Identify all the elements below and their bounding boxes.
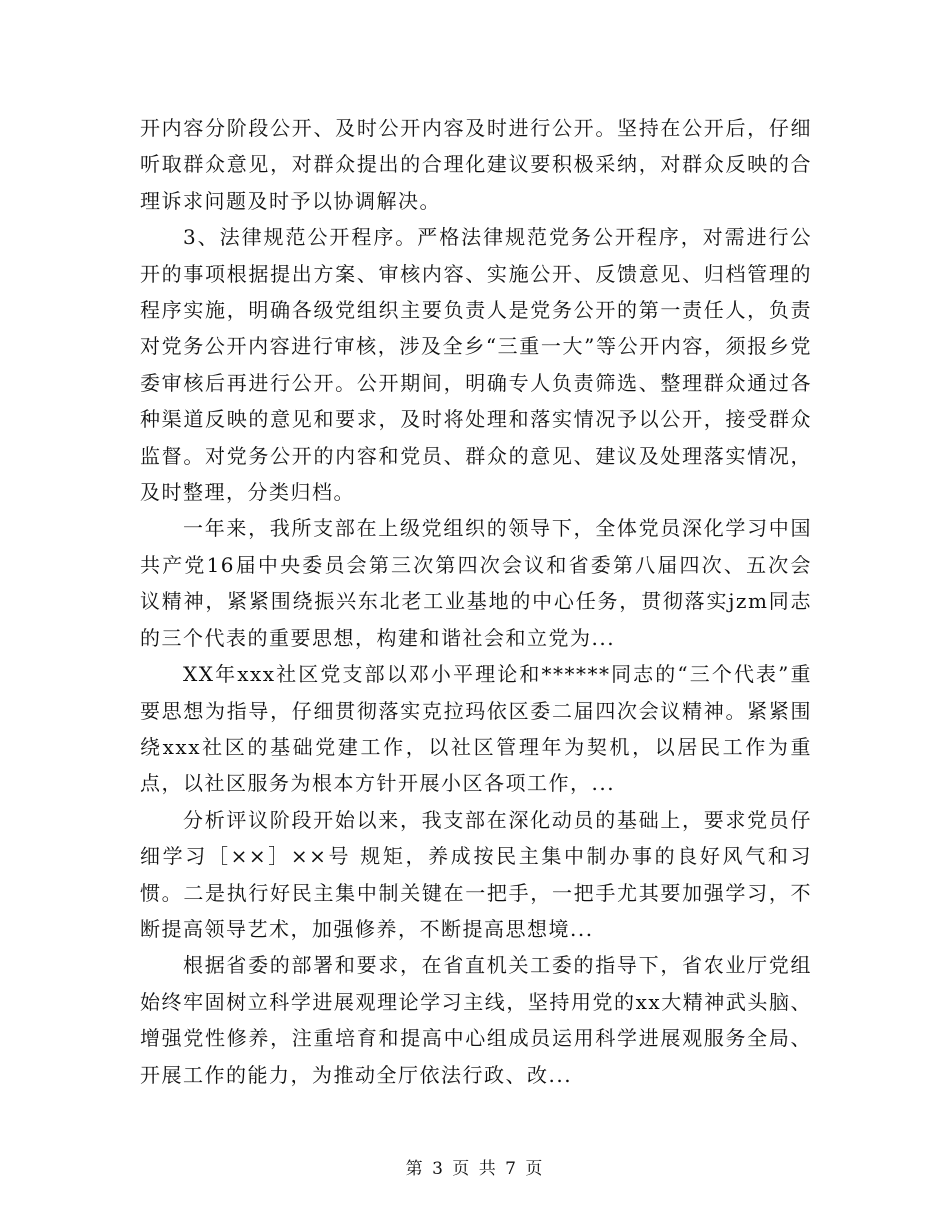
paragraph-5: 分析评议阶段开始以来，我支部在深化动员的基础上，要求党员仔细学习［××］××号 规矩，养成按民主集中制办事的良好风气和习惯。二是执行好民主集中制关键在一把手，一把手尤其要加强学习，不断提高领导艺术，加强修养，不断提高思想境... (140, 807, 812, 941)
paragraph-1: 开内容分阶段公开、及时公开内容及时进行公开。坚持在公开后，仔细听取群众意见，对群众提出的合理化建议要积极采纳，对群众反映的合理诉求问题及时予以协调解决。 (140, 116, 812, 213)
page-footer: 第 3 页 共 7 页 (405, 1159, 545, 1179)
document-body (140, 110, 812, 1093)
paragraph-2: 3、法律规范公开程序。严格法律规范党务公开程序，对需进行公开的事项根据提出方案、审核内容、实施公开、反馈意见、归档管理的程序实施，明确各级党组织主要负责人是党务公开的第一责任人，负责对党务公开内容进行审核，涉及全乡“三重一大”等公开内容，须报乡党委审核后再进行公开。公开期间，明确专人负责筛选、整理群众通过各种渠道反映的意见和要求，及时将处理和落实情况予以公开，接受群众监督。对党务公开的内容和党员、群众的意见、建议及处理落实情况，及时整理，分类归档。 (140, 225, 812, 505)
paragraph-6: 根据省委的部署和要求，在省直机关工委的指导下，省农业厅党组始终牢固树立科学进展观理论学习主线，坚持用党的xx大精神武头脑、增强党性修养，注重培育和提高中心组成员运用科学进展观服务全局、开展工作的能力，为推动全厅依法行政、改... (140, 953, 812, 1087)
paragraph-3: 一年来，我所支部在上级党组织的领导下，全体党员深化学习中国共产党16届中央委员会第三次第四次会议和省委第八届四次、五次会议精神，紧紧围绕振兴东北老工业基地的中心任务，贯彻落实jzm同志的三个代表的重要思想，构建和谐社会和立党为... (140, 516, 812, 650)
paragraph-4: XX年xxx社区党支部以邓小平理论和******同志的“三个代表”重要思想为指导，仔细贯彻落实克拉玛依区委二届四次会议精神。紧紧围绕xxx社区的基础党建工作，以社区管理年为契机，以居民工作为重点，以社区服务为根本方针开展小区各项工作，... (140, 662, 812, 796)
